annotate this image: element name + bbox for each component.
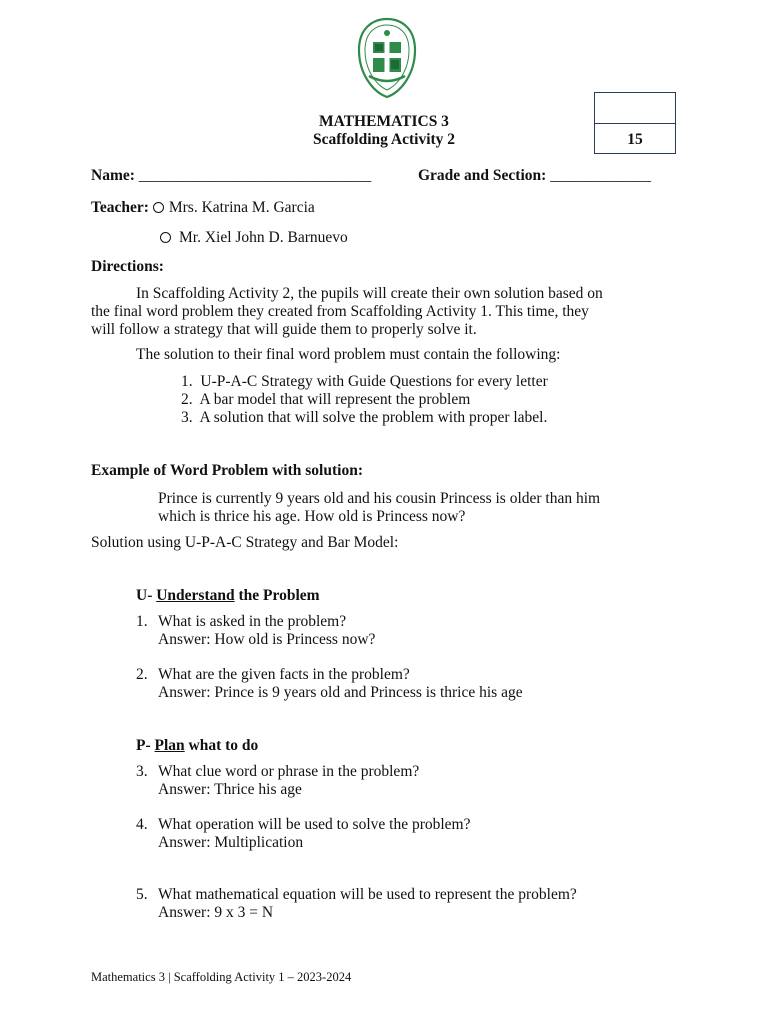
teacher-row-1 xyxy=(91,199,315,217)
name-label: Name: xyxy=(91,167,135,184)
teacher-label: Teacher: xyxy=(91,199,149,216)
question-number: 1. xyxy=(136,613,148,630)
question-1 xyxy=(136,613,148,631)
question-number: 2. xyxy=(136,666,148,683)
understand-prefix: U- xyxy=(136,587,153,604)
name-row xyxy=(91,167,371,185)
directions-heading: Directions: xyxy=(91,258,164,275)
requirement-number: 1. xyxy=(181,373,193,390)
example-problem-line-2: which is thrice his age. How old is Princess now? xyxy=(158,508,466,525)
document-subtitle: Scaffolding Activity 2 xyxy=(312,131,456,148)
score-box xyxy=(594,92,676,154)
plan-suffix: what to do xyxy=(188,737,259,754)
answer-2: Answer: Prince is 9 years old and Princess is thrice his age xyxy=(158,684,523,701)
example-heading: Example of Word Problem with solution: xyxy=(91,462,363,479)
grade-section-label: Grade and Section: xyxy=(418,167,547,184)
requirement-number: 3. xyxy=(181,409,193,426)
requirement-list-item xyxy=(181,373,548,391)
question-4 xyxy=(136,816,148,834)
question-5-text: What mathematical equation will be used to represent the problem? xyxy=(158,886,577,903)
solution-intro: Solution using U-P-A-C Strategy and Bar Model: xyxy=(91,534,399,551)
answer-3: Answer: Thrice his age xyxy=(158,781,302,798)
name-field[interactable]: ______________________________ xyxy=(138,167,372,184)
directions-paragraph-line-2: the final word problem they created from Scaffolding Activity 1. This time, they xyxy=(91,303,589,320)
question-3-text: What clue word or phrase in the problem? xyxy=(158,763,420,780)
page-footer: Mathematics 3 | Scaffolding Activity 1 – 2023-2024 xyxy=(91,970,352,984)
document-title: MATHEMATICS 3 xyxy=(319,113,449,130)
plan-keyword: Plan xyxy=(154,737,185,754)
question-number: 5. xyxy=(136,886,148,903)
plan-heading xyxy=(136,737,258,755)
example-problem-line-1: Prince is currently 9 years old and his cousin Princess is older than him xyxy=(158,490,601,507)
question-2-text: What are the given facts in the problem? xyxy=(158,666,410,683)
answer-5: Answer: 9 x 3 = N xyxy=(158,904,274,921)
grade-section-field[interactable]: _____________ xyxy=(550,167,651,184)
requirement-text: U-P-A-C Strategy with Guide Questions for every letter xyxy=(200,373,548,390)
directions-paragraph-line-3: will follow a strategy that will guide them to properly solve it. xyxy=(91,321,477,338)
teacher-row-2 xyxy=(160,229,348,247)
understand-suffix: the Problem xyxy=(238,587,320,604)
teacher-2-radio[interactable] xyxy=(160,232,171,243)
question-4-text: What operation will be used to solve the problem? xyxy=(158,816,471,833)
question-number: 3. xyxy=(136,763,148,780)
question-2 xyxy=(136,666,148,684)
answer-1: Answer: How old is Princess now? xyxy=(158,631,376,648)
requirement-text: A solution that will solve the problem with proper label. xyxy=(199,409,548,426)
directions-paragraph-2: The solution to their final word problem must contain the following: xyxy=(136,346,561,363)
teacher-1-radio[interactable] xyxy=(153,202,164,213)
question-3 xyxy=(136,763,148,781)
question-5 xyxy=(136,886,148,904)
score-divider xyxy=(595,123,675,124)
directions-paragraph-line-1: In Scaffolding Activity 2, the pupils will create their own solution based on xyxy=(136,285,603,302)
grade-row xyxy=(418,167,651,185)
understand-keyword: Understand xyxy=(156,587,235,604)
requirement-text: A bar model that will represent the problem xyxy=(199,391,471,408)
teacher-1-name: Mrs. Katrina M. Garcia xyxy=(168,199,315,216)
question-number: 4. xyxy=(136,816,148,833)
requirement-list-item xyxy=(181,391,470,409)
plan-prefix: P- xyxy=(136,737,151,754)
teacher-2-name: Mr. Xiel John D. Barnuevo xyxy=(179,229,348,246)
score-total: 15 xyxy=(627,131,643,148)
answer-4: Answer: Multiplication xyxy=(158,834,304,851)
requirement-number: 2. xyxy=(181,391,193,408)
school-seal-logo xyxy=(355,16,419,100)
understand-heading xyxy=(136,587,320,605)
requirement-list-item xyxy=(181,409,547,427)
question-1-text: What is asked in the problem? xyxy=(158,613,347,630)
